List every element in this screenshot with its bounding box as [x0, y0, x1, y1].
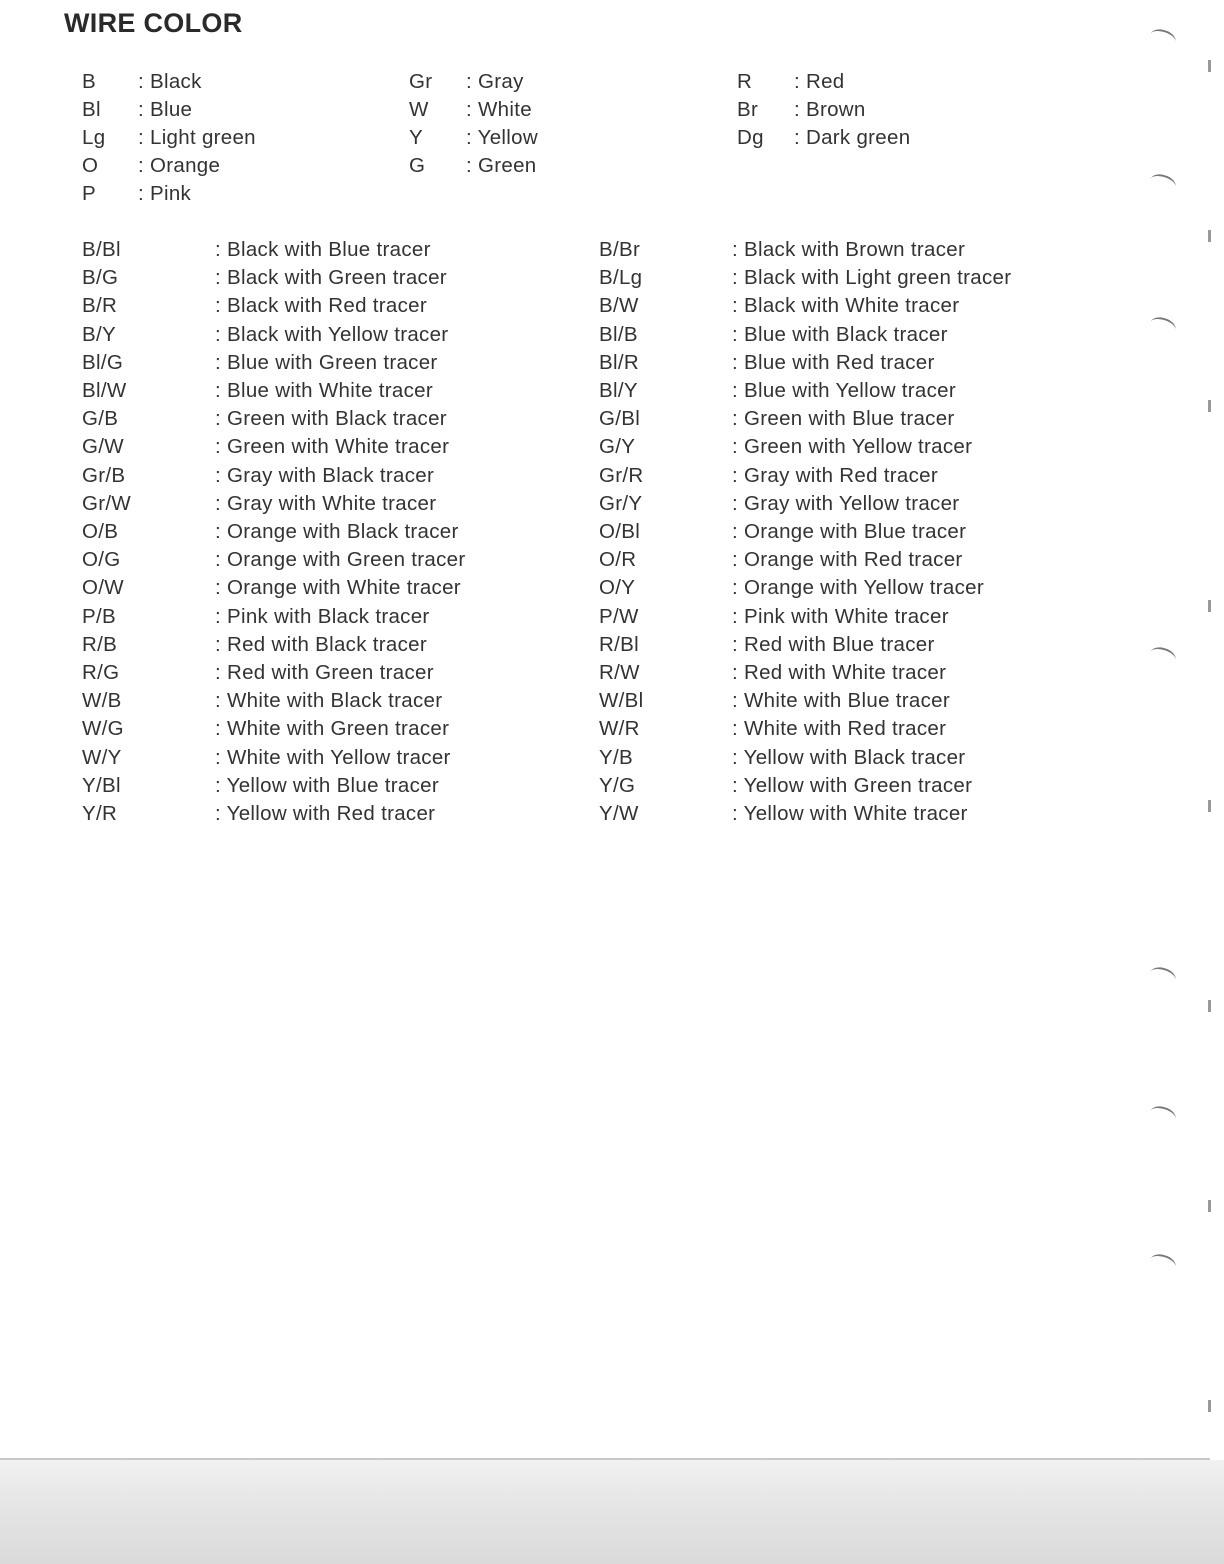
wire-code: Y/B	[599, 745, 633, 769]
wire-code: Bl/W	[82, 379, 127, 402]
wire-color-description: : Yellow with Blue tracer	[215, 773, 440, 797]
wire-code: Gr/Y	[599, 491, 643, 515]
wire-code: O/Bl	[599, 520, 641, 543]
page-edge-tick	[1208, 800, 1211, 812]
wire-code: Bl/G	[82, 350, 124, 374]
wire-code: Y	[409, 126, 423, 149]
wire-color-description: : Blue	[138, 98, 193, 121]
wire-code: R/B	[82, 632, 118, 656]
wire-code: W/R	[599, 717, 640, 741]
wire-code: B/G	[82, 266, 119, 290]
wire-color-description: : Green	[466, 154, 537, 177]
wire-code: Dg	[737, 126, 764, 149]
wire-color-description: : Black with Brown tracer	[732, 238, 966, 261]
wire-color-description: : Black	[138, 70, 202, 93]
page-edge-tick	[1208, 1000, 1211, 1012]
wire-color-description: : Orange with Blue tracer	[732, 520, 967, 543]
wire-code: Y/W	[599, 802, 639, 825]
wire-color-description: : Orange with Red tracer	[732, 548, 963, 572]
wire-code: P/B	[82, 604, 116, 628]
wire-color-description: : White with Blue tracer	[732, 689, 950, 713]
wire-color-description: : Light green	[138, 126, 256, 149]
binder-hole-mark	[1148, 1103, 1178, 1126]
wire-code: W/Bl	[599, 689, 644, 713]
wire-code: R/Bl	[599, 632, 639, 656]
wire-code: O/Y	[599, 576, 636, 600]
page-edge-tick	[1208, 230, 1211, 242]
wire-code: Gr/B	[82, 463, 126, 487]
wire-color-description: : Gray	[466, 70, 524, 93]
wire-code: R	[737, 70, 753, 93]
wire-code: W/B	[82, 689, 122, 713]
wire-code: G/W	[82, 435, 124, 459]
wire-color-description: : Red with Blue tracer	[732, 632, 935, 656]
page-edge-tick	[1208, 400, 1211, 412]
wire-code: P/W	[599, 604, 639, 628]
wire-color-description: : Red with White tracer	[732, 661, 947, 684]
wire-color-description: : Gray with White tracer	[215, 491, 437, 515]
page-edge-tick	[1208, 60, 1211, 72]
wire-code: O/R	[599, 548, 637, 572]
wire-color-description: : White with Yellow tracer	[215, 745, 451, 769]
wire-color-description: : Black with Yellow tracer	[215, 322, 449, 346]
wire-color-description: : Yellow with Green tracer	[732, 773, 973, 797]
wire-color-description: : Gray with Yellow tracer	[732, 491, 960, 515]
wire-color-description: : White	[466, 98, 532, 121]
page-edge-tick	[1208, 1400, 1211, 1412]
binder-hole-mark	[1148, 1251, 1178, 1274]
wire-code: Gr	[409, 70, 433, 93]
wire-code: B/Y	[82, 322, 116, 346]
wire-code: W/G	[82, 717, 124, 741]
wire-code: Gr/R	[599, 463, 644, 487]
wire-color-description: : Black with White tracer	[732, 294, 960, 318]
wire-color-description: : Black with Light green tracer	[732, 266, 1012, 290]
wire-color-description: : Red	[794, 70, 845, 93]
wire-color-description: : Black with Green tracer	[215, 266, 447, 290]
binder-hole-mark	[1148, 171, 1178, 194]
wire-code: B/R	[82, 294, 118, 318]
wire-code: B/W	[599, 294, 639, 318]
wire-code: O/B	[82, 520, 119, 543]
wire-code: O/W	[82, 576, 124, 600]
wire-code: R/W	[599, 661, 640, 684]
wire-color-description: : Blue with Black tracer	[732, 322, 948, 346]
wire-color-description: : Orange with Green tracer	[215, 548, 466, 572]
wire-color-description: : Pink with Black tracer	[215, 604, 430, 628]
wire-color-description: : Yellow with White tracer	[732, 802, 968, 825]
wire-code: Bl/B	[599, 322, 638, 346]
wire-color-description: : Green with Yellow tracer	[732, 435, 973, 459]
wire-code: W/Y	[82, 745, 122, 769]
binder-hole-mark	[1148, 314, 1178, 337]
wire-code: Y/G	[599, 773, 636, 797]
wire-code: Bl/Y	[599, 379, 638, 402]
wire-code: Br	[737, 98, 759, 121]
wire-code: Gr/W	[82, 491, 132, 515]
wire-code: Bl	[82, 98, 101, 121]
page-title: WIRE COLOR	[64, 8, 243, 38]
page-edge-tick	[1208, 1200, 1211, 1212]
wire-color-description: : Pink with White tracer	[732, 604, 949, 628]
binder-hole-mark	[1148, 644, 1178, 667]
wire-color-description: : Yellow with Red tracer	[215, 802, 436, 825]
wire-color-description: : Orange	[138, 154, 221, 177]
wire-color-description: : Dark green	[794, 126, 911, 149]
wire-color-description: : Blue with Red tracer	[732, 350, 935, 374]
wire-color-description: : Black with Red tracer	[215, 294, 427, 318]
wire-code: G/Y	[599, 435, 636, 459]
wire-color-description: : Orange with Black tracer	[215, 520, 459, 543]
wire-code: B/Bl	[82, 238, 121, 261]
wire-color-description: : Orange with Yellow tracer	[732, 576, 984, 600]
page-edge-tick	[1208, 600, 1211, 612]
binder-hole-mark	[1148, 964, 1178, 987]
wire-color-description: : Blue with White tracer	[215, 379, 433, 402]
wire-color-description: : Black with Blue tracer	[215, 238, 431, 261]
wire-color-description: : White with Green tracer	[215, 717, 450, 741]
binder-hole-mark	[1148, 26, 1178, 49]
wire-color-description: : Red with Black tracer	[215, 632, 427, 656]
wire-color-description: : Pink	[138, 182, 192, 205]
wire-code: W	[409, 98, 429, 121]
wire-color-description: : Gray with Black tracer	[215, 463, 435, 487]
wire-color-description: : Green with Black tracer	[215, 407, 447, 431]
wire-color-description: : Blue with Yellow tracer	[732, 379, 957, 402]
wire-code: B/Br	[599, 238, 641, 261]
wire-code: P	[82, 182, 96, 205]
wire-color-description: : Yellow	[466, 126, 538, 149]
wire-code: B/Lg	[599, 266, 643, 290]
wire-code: B	[82, 70, 96, 93]
wire-code: G/B	[82, 407, 119, 431]
wire-color-description: : Red with Green tracer	[215, 661, 434, 684]
wire-color-description: : Blue with Green tracer	[215, 350, 438, 374]
wire-color-description: : Yellow with Black tracer	[732, 745, 966, 769]
wire-color-description: : Gray with Red tracer	[732, 463, 938, 487]
wire-color-description: : White with Red tracer	[732, 717, 947, 741]
wire-code: G	[409, 154, 426, 177]
wire-color-description: : Brown	[794, 98, 866, 121]
wire-code: Y/R	[82, 802, 118, 825]
scan-shadow	[0, 1460, 1224, 1564]
wire-color-description: : Green with White tracer	[215, 435, 450, 459]
wire-color-description: : Orange with White tracer	[215, 576, 461, 600]
wire-code: Y/Bl	[82, 773, 121, 797]
wire-code: G/Bl	[599, 407, 641, 431]
wire-code: Bl/R	[599, 350, 639, 374]
wire-code: O/G	[82, 548, 121, 572]
wire-color-description: : Green with Blue tracer	[732, 407, 955, 431]
wire-color-description: : White with Black tracer	[215, 689, 443, 713]
wire-code: R/G	[82, 661, 120, 684]
wire-code: O	[82, 154, 99, 177]
wire-code: Lg	[82, 126, 106, 149]
